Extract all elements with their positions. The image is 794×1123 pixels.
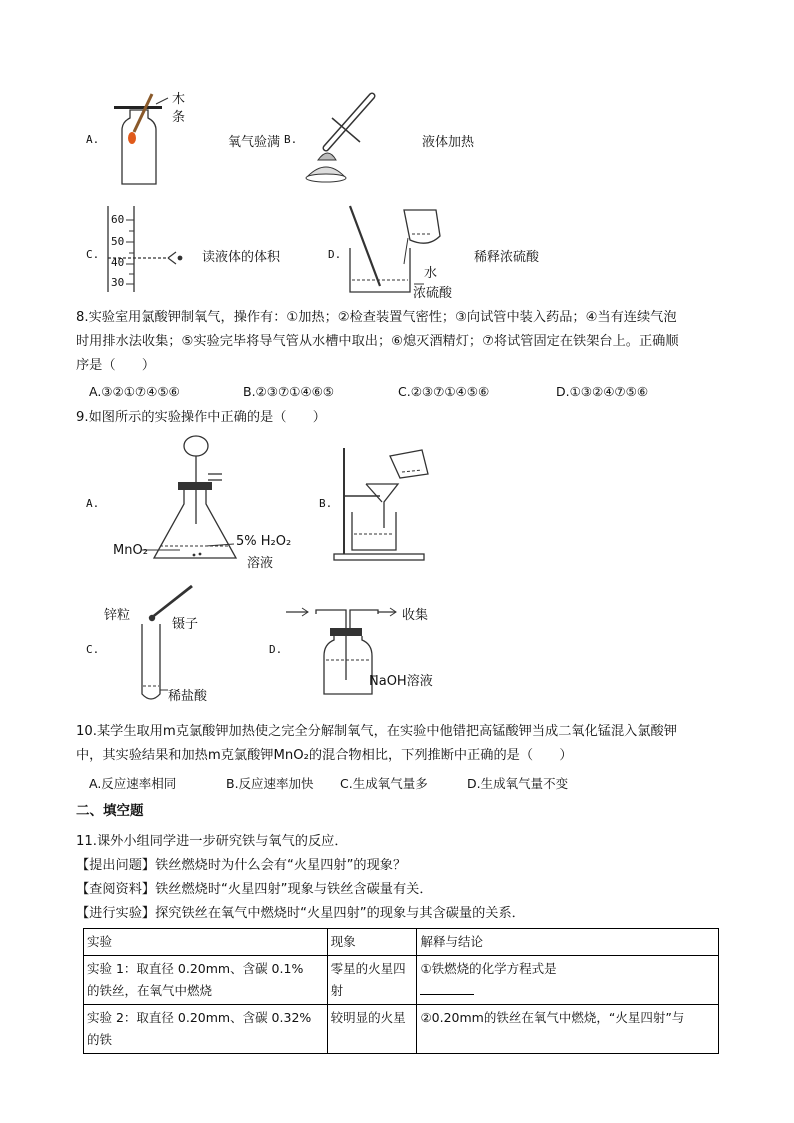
q10-answer-b: B.反应速率加快: [226, 776, 314, 791]
tick-40: 40: [111, 256, 125, 269]
q8-answer-c: C.②③⑦①④⑤⑥: [398, 384, 490, 399]
section-fill-blank: 二、填空题: [76, 803, 144, 819]
table-cell-experiment-2: 实验 2：取直径 0.20mm、含碳 0.32%的铁: [84, 1005, 328, 1054]
q9-option-d: D.: [269, 643, 283, 656]
exp1-line-1: 实验 1：取直径 0.20mm、含碳 0.1%: [87, 961, 304, 976]
q11-line-stem: 11.课外小组同学进一步研究铁与氧气的反应．: [76, 834, 348, 849]
q8-answer-a: A.③②①⑦④⑤⑥: [89, 384, 180, 399]
q8-line-3: 序是（ ）: [76, 358, 156, 373]
table-row: [84, 1005, 719, 1054]
q7-option-a: A.: [86, 133, 100, 146]
tick-60: 60: [111, 213, 125, 226]
q10-answer-c: C.生成氧气量多: [340, 776, 428, 791]
q10-answer-d: D.生成氧气量不变: [467, 776, 569, 791]
q10-line-1: 10.某学生取用m克氯酸钾加热使之完全分解制氧气，在实验中他错把高锰酸钾当成二氧化锰混入氯酸钾: [76, 724, 677, 739]
q8-stem: [76, 306, 736, 378]
label-h2o2: 5% H₂O₂: [236, 534, 292, 549]
q8-answer-d: D.①③②④⑦⑤⑥: [556, 384, 649, 399]
tick-30: 30: [111, 276, 125, 289]
q8-answer-b: B.②③⑦①④⑥⑤: [243, 384, 334, 399]
q7-option-b: B.: [284, 133, 298, 146]
label-tweezers: 镊子: [172, 617, 199, 632]
label-mno2: MnO₂: [113, 543, 148, 558]
label-water: 水: [424, 266, 438, 281]
q7-option-d: D.: [328, 248, 342, 261]
wood-label-1: 木: [172, 92, 186, 107]
q8-line-2: 时用排水法收集；⑤实验完毕将导气管从水槽中取出；⑥熄灭酒精灯；⑦将试管固定在铁架台上。正确顺: [76, 334, 679, 349]
table-cell-experiment-1: [84, 956, 328, 1005]
label-zinc: 锌粒: [104, 608, 131, 623]
table-row: [84, 956, 719, 1005]
caption-oxygen-test: 氧气验满: [228, 135, 281, 150]
q9-option-c: C.: [86, 643, 100, 656]
concl1-text: ①铁燃烧的化学方程式是: [420, 961, 557, 976]
q9-option-b: B.: [319, 497, 333, 510]
table-header-conclusion: 解释与结论: [417, 929, 719, 956]
table-header-experiment: 实验: [84, 929, 328, 956]
table-header-phenomenon: 现象: [327, 929, 417, 956]
q11-stem: [76, 830, 736, 926]
label-collect: 收集: [402, 608, 429, 623]
table-header-row: [84, 929, 719, 956]
tick-50: 50: [111, 235, 125, 248]
q10-answer-a: A.反应速率相同: [89, 776, 177, 791]
q9-option-a: A.: [86, 497, 100, 510]
table-cell-conclusion-2: ②0.20mm的铁丝在氧气中燃烧，“火星四射”与: [417, 1005, 719, 1054]
q11-line-lookup: 【查阅资料】铁丝燃烧时“火星四射”现象与铁丝含碳量有关．: [76, 882, 433, 897]
table-cell-conclusion-1: [417, 956, 719, 1005]
phen1-line-2: 射: [330, 983, 344, 998]
q8-line-1: 8.实验室用氯酸钾制氧气，操作有：①加热；②检查装置气密性；③向试管中装入药品；④当有连续气泡: [76, 310, 677, 325]
label-solution: 溶液: [247, 556, 274, 571]
experiment-table: [83, 928, 719, 1054]
answer-blank[interactable]: [420, 980, 474, 995]
exp1-line-2: 的铁丝，在氧气中燃烧: [87, 983, 213, 998]
caption-dilute-acid: 稀释浓硫酸: [474, 250, 540, 265]
caption-liquid-heating: 液体加热: [422, 135, 475, 150]
q7-option-c: C.: [86, 248, 100, 261]
wood-label-2: 条: [172, 110, 186, 125]
table-cell-phenomenon-2: 较明显的火星: [327, 1005, 417, 1054]
liquid-heating-figure: [302, 88, 392, 188]
label-conc-acid: 浓硫酸: [413, 286, 453, 301]
q10-stem: [76, 720, 736, 768]
caption-read-volume: 读液体的体积: [202, 250, 281, 265]
q11-line-experiment: 【进行实验】探究铁丝在氧气中燃烧时“火星四射”的现象与其含碳量的关系．: [76, 906, 525, 921]
q9-stem: 9.如图所示的实验操作中正确的是（ ）: [76, 410, 326, 425]
table-cell-phenomenon-1: [327, 956, 417, 1005]
label-hcl: 稀盐酸: [168, 689, 208, 704]
label-naoh: NaOH溶液: [369, 674, 433, 689]
filtration-figure: [330, 444, 440, 562]
phen1-line-1: 零星的火星四: [330, 961, 406, 976]
q11-line-ask: 【提出问题】铁丝燃烧时为什么会有“火星四射”的现象？: [76, 858, 407, 873]
q10-line-2: 中，其实验结果和加热m克氯酸钾MnO₂的混合物相比，下列推断中正确的是（ ）: [76, 748, 573, 763]
